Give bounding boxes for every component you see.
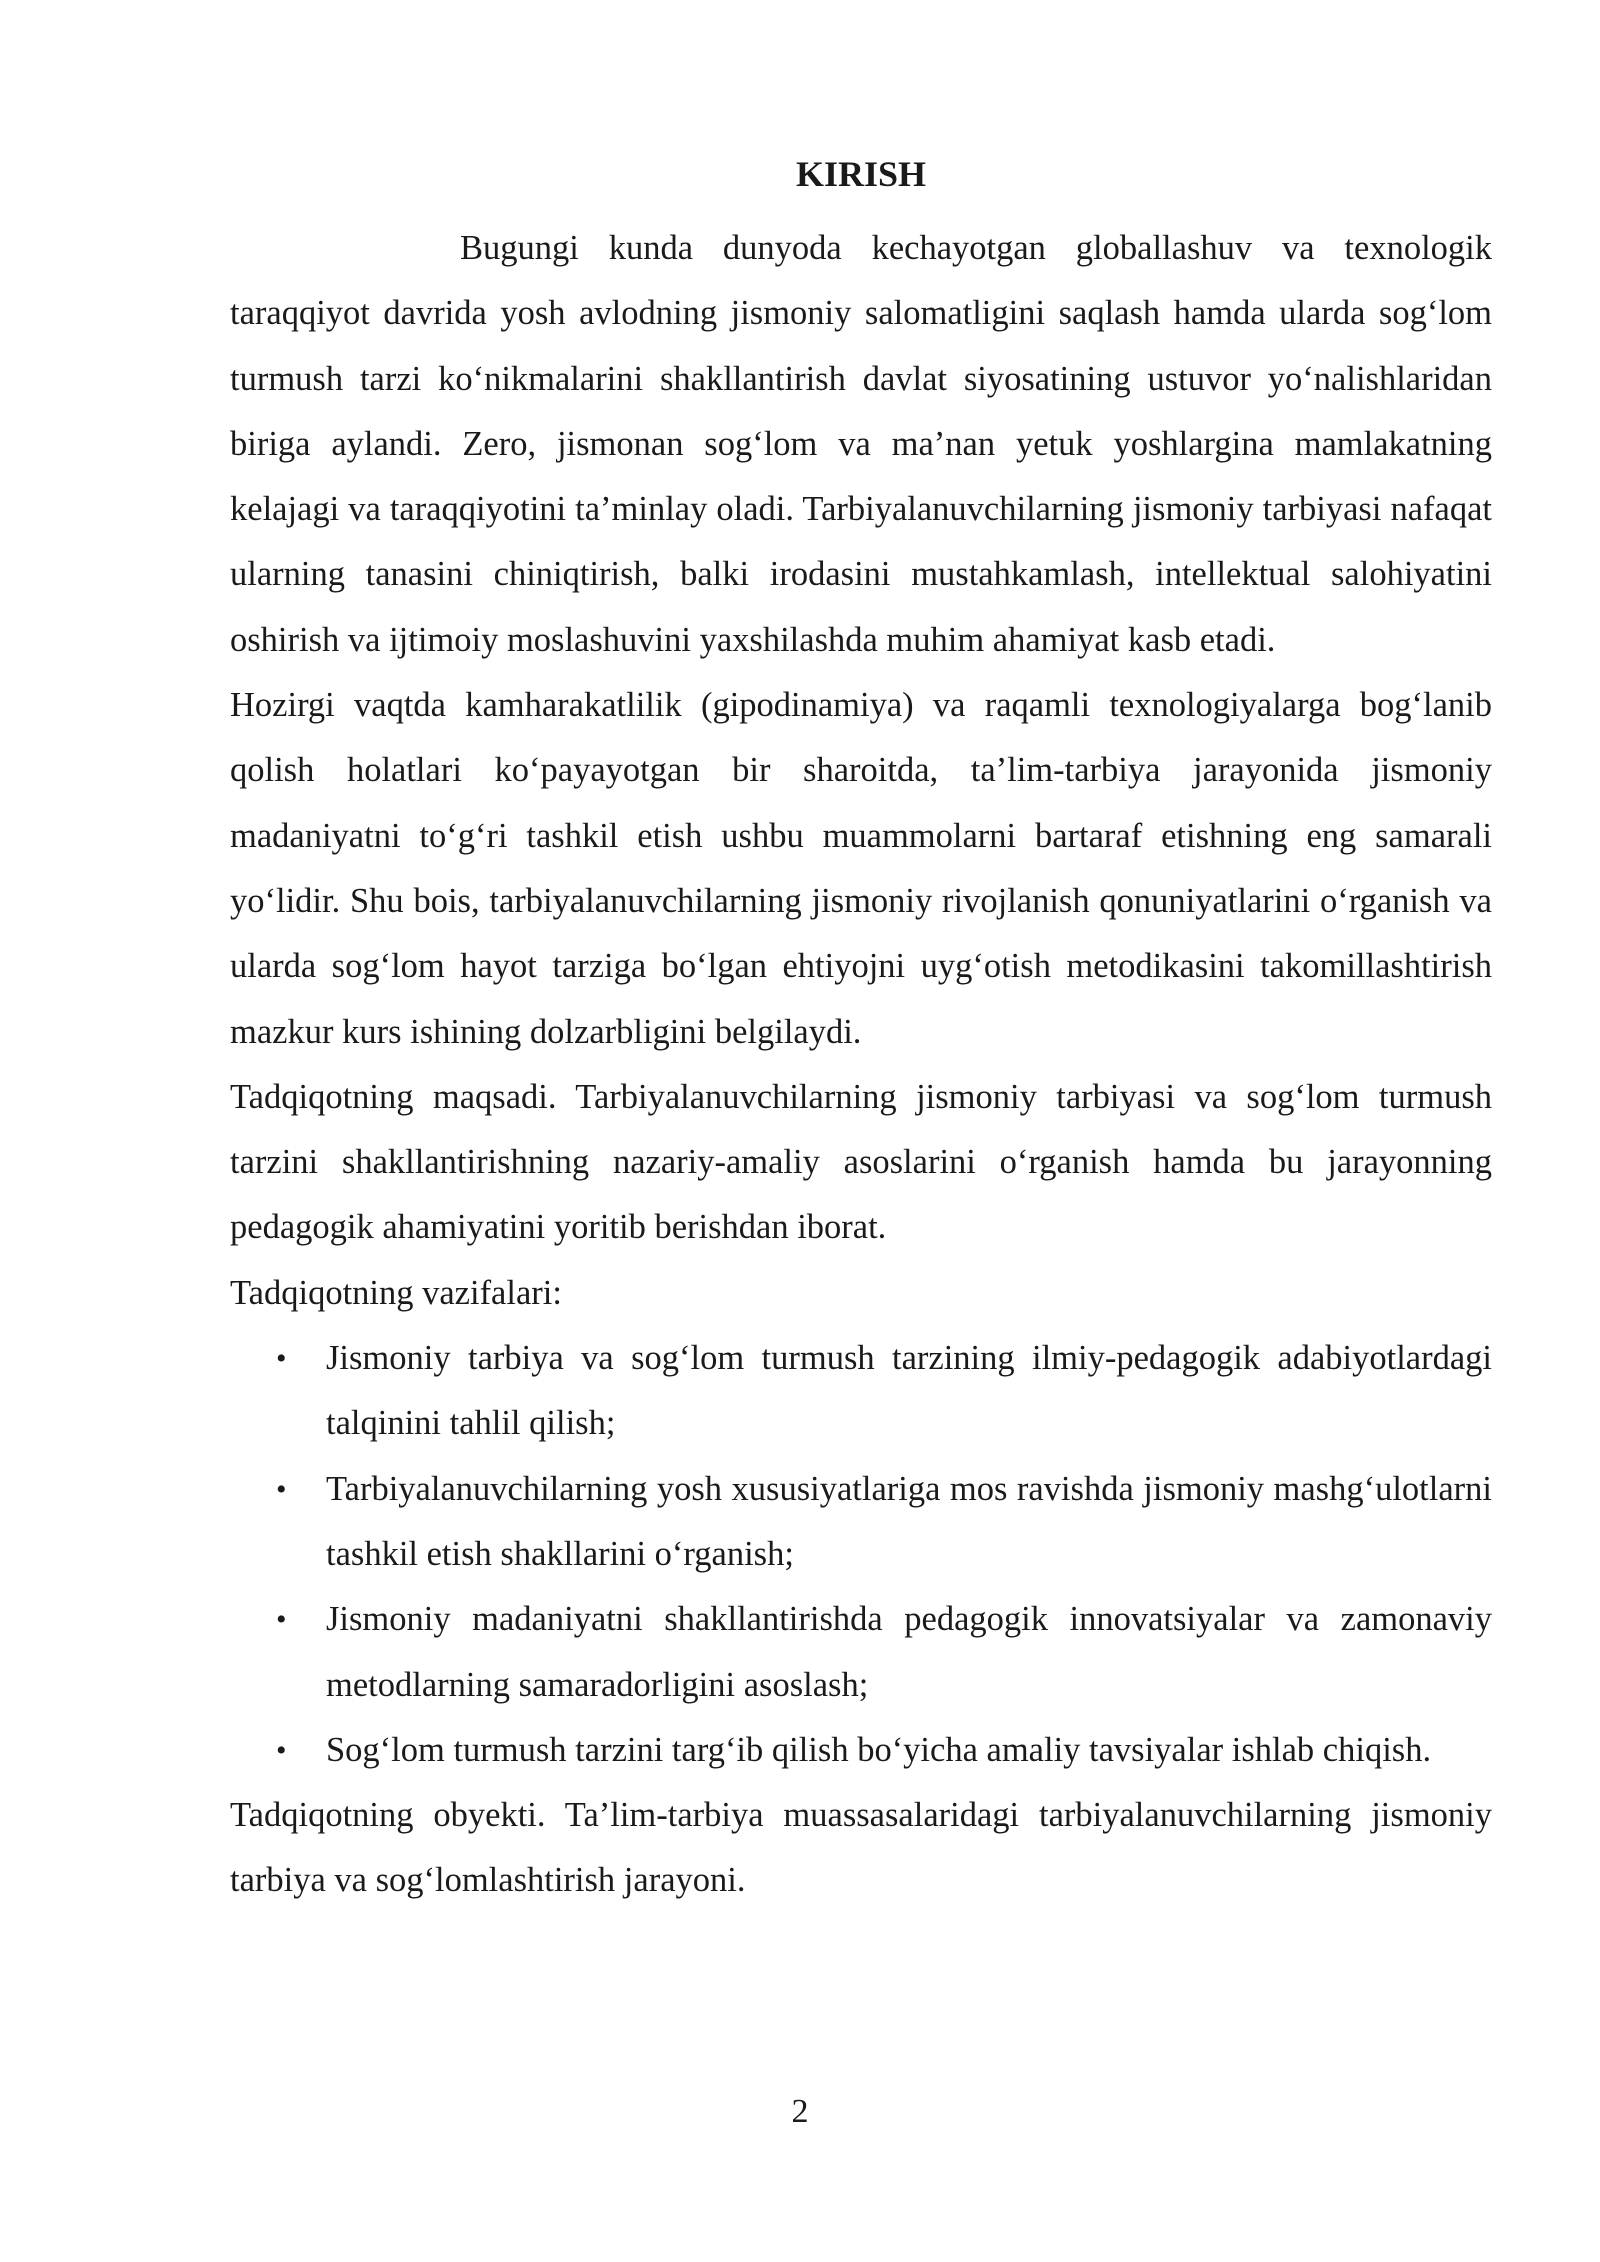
task-text: Jismoniy madaniyatni shakllantirishda pedagogik innovatsiyalar va zamonaviy metodlarning samaradorligini asoslash; [326,1600,1492,1704]
task-item [230,1457,1492,1588]
section-title: KIRISH [795,154,927,194]
goal-paragraph: Tadqiqotning maqsadi. Tarbiyalanuvchilarning jismoniy tarbiyasi va sog‘lom turmush tarzini shakllantirishning nazariy-amaliy asoslarini o‘rganish hamda bu jarayonning pedagogik ahamiyatini yoritib berishdan iborat. [230,1077,1492,1247]
document-page [230,150,1492,1914]
page-number: 2 [791,2093,809,2130]
bullet-icon: • [276,1472,287,1506]
intro-paragraph: Bugungi kunda dunyoda kechayotgan globallashuv va texnologik taraqqiyot davrida yosh avlodning jismoniy salomatligini saqlash hamda ularda sog‘lom turmush tarzi ko‘nikmalarini shakllantirish davlat siyosatining ustuvor yo‘nalishlaridan biriga aylandi. Zero, jismonan sog‘lom va ma’nan yetuk yoshlargina mamlakatning kelajagi va taraqqiyotini ta’minlay oladi. Tarbiyalanuvchilarning jismoniy tarbiyasi nafaqat ularning tanasini chiniqtirish, balki irodasini mustahkamlash, intellektual salohiyatini oshirish va ijtimoiy moslashuvini yaxshilashda muhim ahamiyat kasb etadi. [230,229,1492,659]
task-text: Jismoniy tarbiya va sog‘lom turmush tarzining ilmiy-pedagogik adabiyotlardagi talqinini tahlil qilish; [326,1339,1492,1443]
tasks-list [230,1326,1492,1783]
task-text: Tarbiyalanuvchilarning yosh xususiyatlariga mos ravishda jismoniy mashg‘ulotlarni tashkil etish shakllarini o‘rganish; [326,1469,1492,1573]
task-item [230,1718,1492,1783]
bullet-icon: • [276,1733,287,1767]
bullet-icon: • [276,1603,287,1637]
task-text: Sog‘lom turmush tarzini targ‘ib qilish bo‘yicha amaliy tavsiyalar ishlab chiqish. [326,1730,1432,1769]
task-item [230,1326,1492,1457]
task-item [230,1587,1492,1718]
tasks-heading: Tadqiqotning vazifalari: [230,1273,562,1312]
bullet-icon: • [276,1342,287,1376]
relevance-paragraph: Hozirgi vaqtda kamharakatlilik (gipodinamiya) va raqamli texnologiyalarga bog‘lanib qolish holatlari ko‘payayotgan bir sharoitda, ta’lim-tarbiya jarayonida jismoniy madaniyatni to‘g‘ri tashkil etish ushbu muammolarni bartaraf etishning eng samarali yo‘lidir. Shu bois, tarbiyalanuvchilarning jismoniy rivojlanish qonuniyatlarini o‘rganish va ularda sog‘lom hayot tarziga bo‘lgan ehtiyojni uyg‘otish metodikasini takomillashtirish mazkur kurs ishining dolzarbligini belgilaydi. [230,686,1492,1051]
object-paragraph: Tadqiqotning obyekti. Ta’lim-tarbiya muassasalaridagi tarbiyalanuvchilarning jismoniy tarbiya va sog‘lomlashtirish jarayoni. [230,1796,1492,1900]
